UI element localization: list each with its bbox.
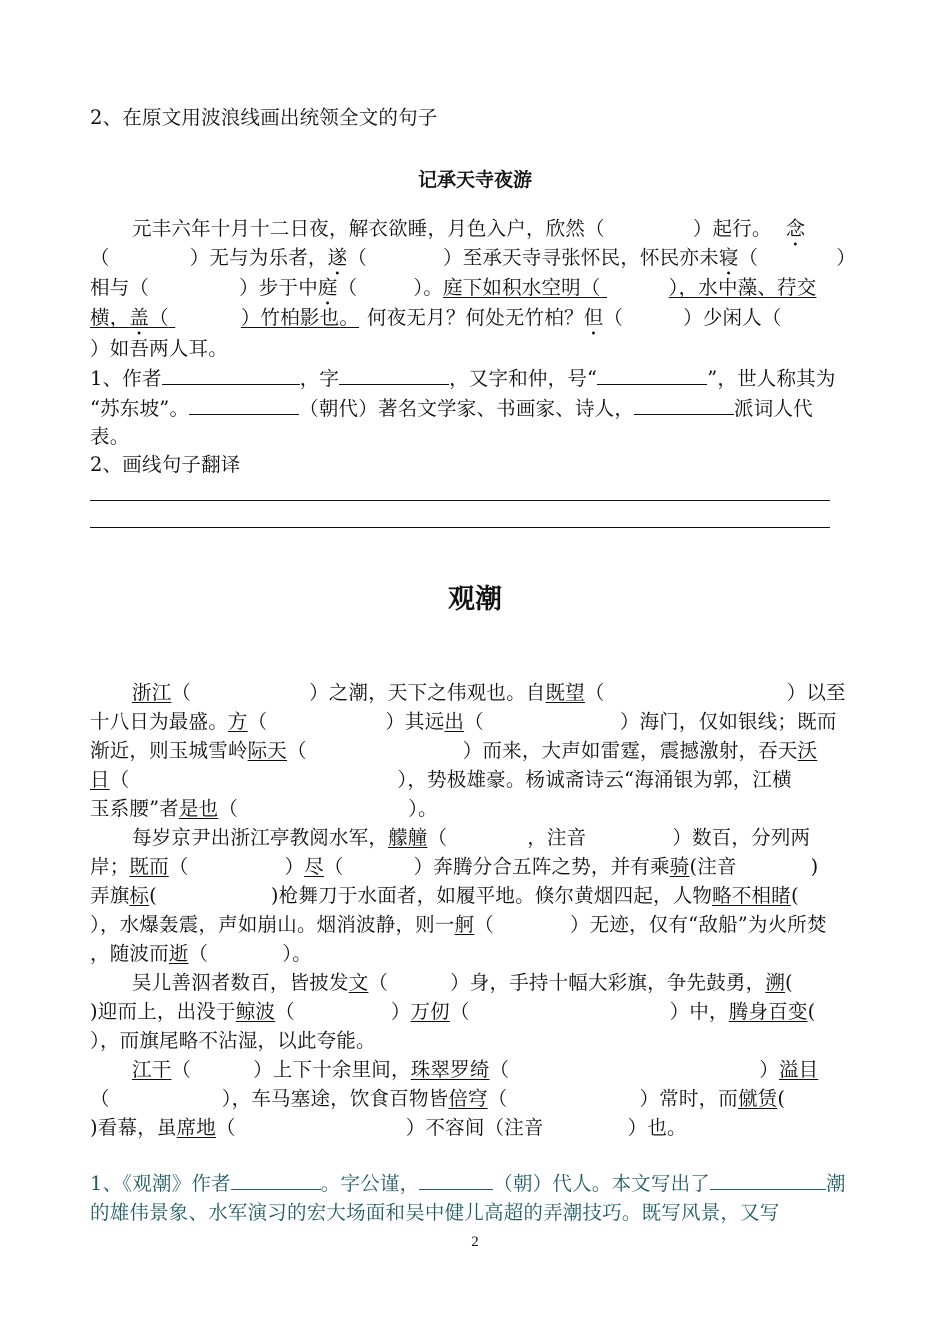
underlined-sentence: 庭下如积水空明（	[442, 276, 601, 299]
passage-line: 十八日为最盛。方（ ）其远出（ ）海门，仅如银线；既而	[90, 710, 837, 733]
answer-blank[interactable]	[189, 396, 299, 415]
passage-line: 吴儿善泅者数百，皆披发文（ ）身，手持十幅大彩旗，争先鼓勇，溯(	[132, 971, 793, 994]
answer-line[interactable]	[90, 500, 830, 501]
answer-blank[interactable]	[162, 366, 300, 385]
question-guanchao-cont: 的雄伟景象、水军演习的宏大场面和吴中健儿高超的弄潮技巧。既写风景，又写	[90, 1201, 780, 1224]
passage-line: ），而旗尾略不沾湿，以此夸能。	[90, 1029, 376, 1052]
question-guanchao-author: 1、《观潮》作者 。字公谨， （朝）代人。本文写出了 潮	[90, 1172, 846, 1195]
section-title-guanchao: 观潮	[448, 584, 502, 615]
passage-line: 渐近，则玉城雪岭际天（ ）而来，大声如雷霆，震撼激射，吞天沃	[90, 739, 818, 762]
passage-line: )看幕，虽席地（ ）不容间（注音 ）也。	[90, 1116, 687, 1139]
passage-line: 弄旗标( )枪舞刀于水面者，如履平地。倏尔黄烟四起，人物略不相睹(	[90, 884, 799, 907]
answer-blank[interactable]	[597, 366, 707, 385]
question-author-end: 表。	[90, 425, 130, 448]
passage-line: 日（ ），势极雄豪。杨诚斋诗云“海涌银为郭，江横	[90, 768, 792, 791]
passage-line: 岸；既而（ ）尽（ ）奔腾分合五阵之势，并有乘骑(注音 )	[90, 855, 819, 878]
section-title-chengtiansi: 记承天寺夜游	[417, 169, 532, 191]
question-author: 1、作者 ，字 ，又字和仲，号“ ”，世人称其为	[90, 367, 836, 390]
page-number: 2	[471, 1234, 479, 1250]
passage-line: ，随波而逝（ ）。	[90, 942, 312, 965]
question-wavy-line: 2、在原文用波浪线画出统领全文的句子	[90, 106, 438, 129]
answer-blank[interactable]	[419, 1171, 493, 1190]
passage-line: ）如吾两人耳。	[90, 337, 228, 360]
answer-blank[interactable]	[231, 1171, 321, 1190]
answer-line[interactable]	[90, 527, 830, 528]
passage-line: 相与（ ）步于中庭（ ）。庭下如积水空明（ ），水中藻、荇交	[90, 276, 817, 299]
answer-blank[interactable]	[339, 366, 449, 385]
question-author-cont: “苏东坡”。 （朝代）著名文学家、书画家、诗人， 派词人代	[90, 397, 813, 420]
passage-line: )迎而上，出没于鲸波（ ）万仞（ ）中，腾身百变(	[90, 1000, 816, 1023]
question-translate: 2、画线句子翻译	[90, 453, 241, 476]
passage-line: （ ）无与为乐者，遂（ ）至承天寺寻张怀民，怀民亦未寝（ ）	[90, 246, 856, 269]
passage-line: 玉系腰”者是也（ ）。	[90, 797, 438, 820]
answer-blank[interactable]	[710, 1171, 826, 1190]
passage-line: ），水爆轰震，声如崩山。烟消波静，则一舸（ ）无迹，仅有“敌船”为火所焚	[90, 913, 827, 936]
answer-blank[interactable]	[634, 396, 734, 415]
passage-line: 横，盖（ ）竹柏影也。 何夜无月？何处无竹柏？但（ ）少闲人（	[90, 306, 782, 329]
passage-line: （ ），车马塞途，饮食百物皆倍穹（ ）常时，而僦赁(	[90, 1087, 786, 1110]
passage-line: 浙江（ ）之潮，天下之伟观也。自既望（ ）以至	[132, 681, 846, 704]
passage-line: 江干（ ）上下十余里间，珠翠罗绮（ ）溢目	[132, 1058, 819, 1081]
passage-line: 元丰六年十月十二日夜，解衣欲睡，月色入户，欣然（ ）起行。 念	[132, 217, 806, 240]
passage-line: 每岁京尹出浙江亭教阅水军，艨艟（ ，注音 ）数百，分列两	[132, 826, 811, 849]
